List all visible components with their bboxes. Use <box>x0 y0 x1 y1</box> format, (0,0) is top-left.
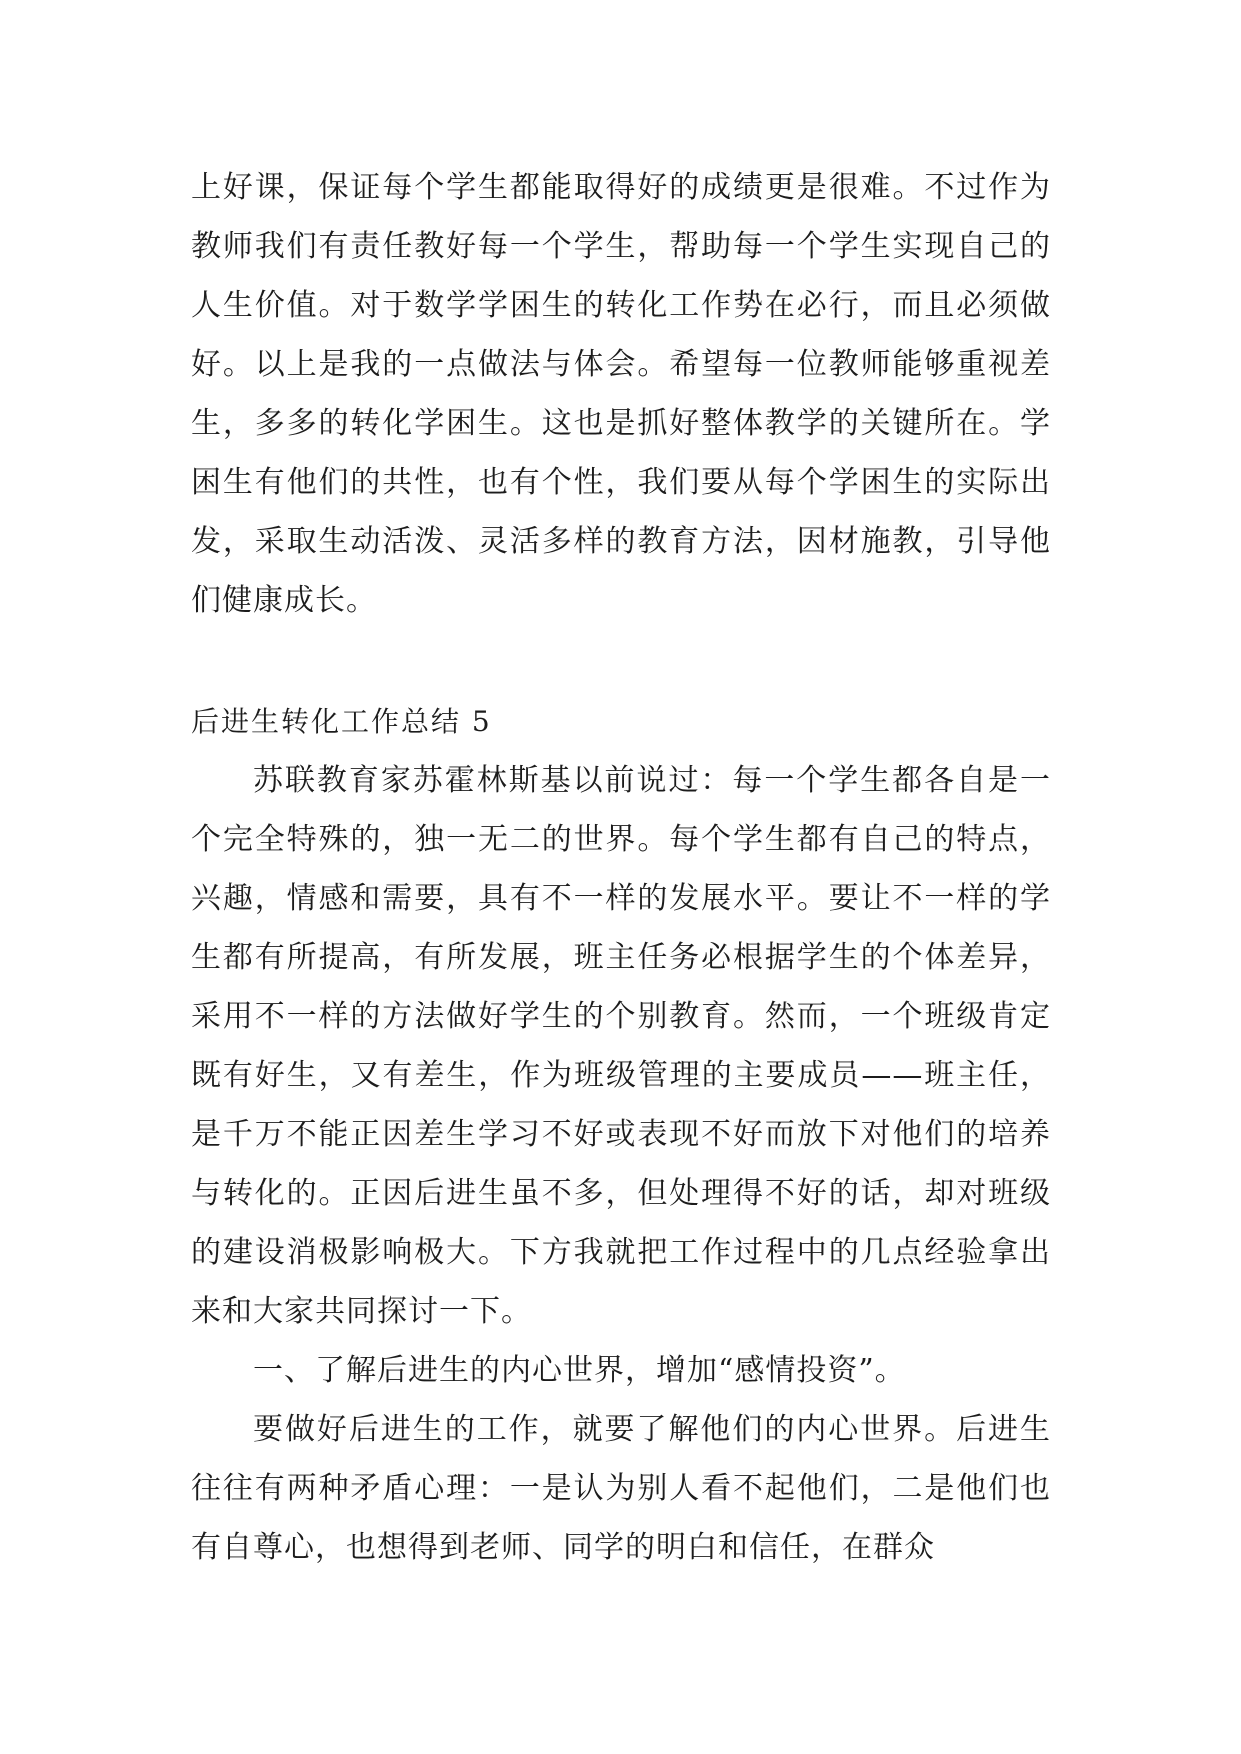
body-paragraph-2: 要做好后进生的工作，就要了解他们的内心世界。后进生往往有两种矛盾心理：一是认为别人看不起他们，二是他们也有自尊心，也想得到老师、同学的明白和信任，在群众 <box>191 1412 1051 1565</box>
document-body <box>191 158 1051 1577</box>
section-spacer <box>191 630 1051 692</box>
body-paragraph-1: 苏联教育家苏霍林斯基以前说过：每一个学生都各自是一个完全特殊的，独一无二的世界。每个学生都有自己的特点，兴趣，情感和需要，具有不一样的发展水平。要让不一样的学生都有所提高，有所发展，班主任务必根据学生的个体差异，采用不一样的方法做好学生的个别教育。然而，一个班级肯定既有好生，又有差生，作为班级管理的主要成员——班主任，是千万不能正因差生学习不好或表现不好而放下对他们的培养与转化的。正因后进生虽不多，但处理得不好的话，却对班级的建设消极影响极大。下方我就把工作过程中的几点经验拿出来和大家共同探讨一下。 <box>191 763 1051 1329</box>
section-title: 后进生转化工作总结 5 <box>191 705 492 738</box>
intro-paragraph: 上好课，保证每个学生都能取得好的成绩更是很难。不过作为教师我们有责任教好每一个学生，帮助每一个学生实现自己的人生价值。对于数学学困生的转化工作势在必行，而且必须做好。以上是我的一点做法与体会。希望每一位教师能够重视差生，多多的转化学困生。这也是抓好整体教学的关键所在。学困生有他们的共性，也有个性，我们要从每个学困生的实际出发，采取生动活泼、灵活多样的教育方法，因材施教，引导他们健康成长。 <box>191 170 1051 618</box>
subheading-1: 一、了解后进生的内心世界，增加“感情投资”。 <box>253 1353 906 1388</box>
